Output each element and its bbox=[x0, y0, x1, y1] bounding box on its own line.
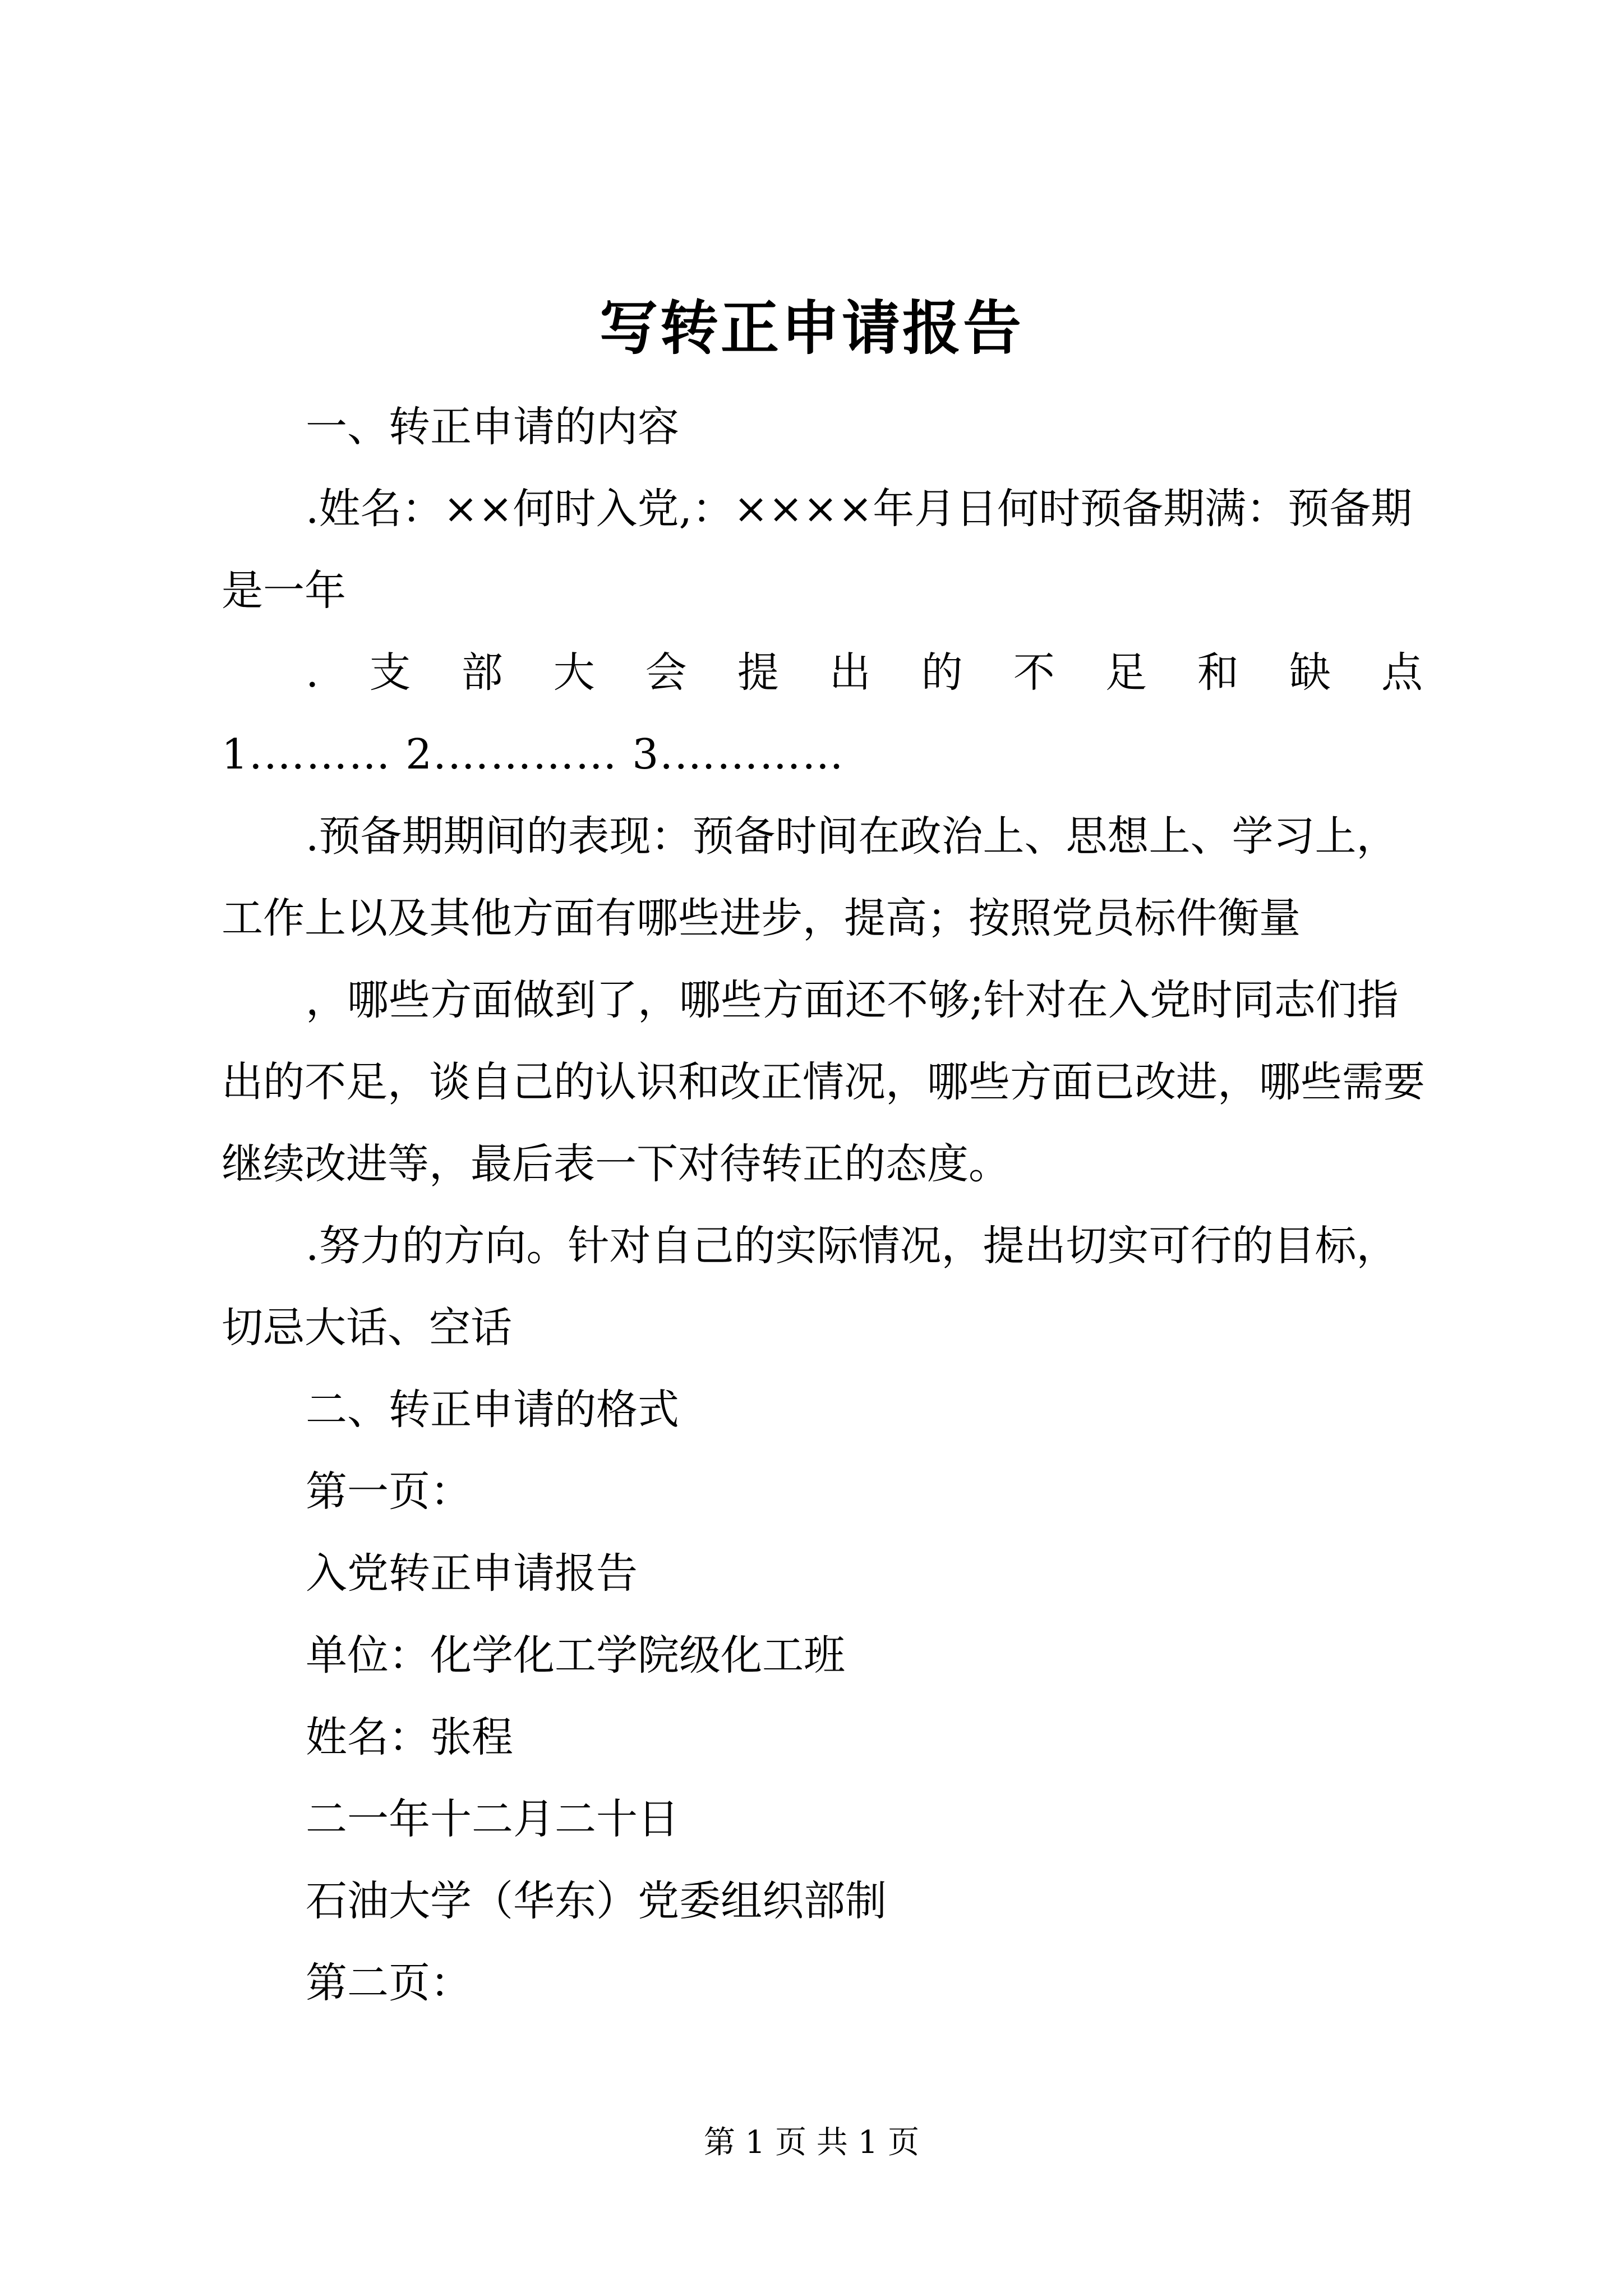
section-heading-content: 一、转正申请的内容 bbox=[306, 403, 679, 451]
document-body bbox=[222, 386, 1427, 2024]
section-heading-format: 二、转正申请的格式 bbox=[306, 1386, 679, 1434]
paragraph-branch-shortcomings: .支部大会提出的不足和缺点 bbox=[306, 648, 1427, 697]
line-page-one: 第一页： bbox=[306, 1467, 472, 1516]
line-date: 二一年十二月二十日 bbox=[306, 1795, 679, 1843]
paragraph-future-direction: .努力的方向。针对自己的实际情况，提出切实可行的目标，切忌大话、空话 bbox=[222, 1222, 1398, 1352]
line-organization: 石油大学（华东）党委组织部制 bbox=[306, 1877, 887, 1925]
line-unit: 单位：化学化工学院级化工班 bbox=[306, 1631, 845, 1680]
paragraph-numbered-placeholders: 1.……… 2.………… 3.………… bbox=[222, 730, 845, 779]
paragraph-name-and-dates: .姓名：××何时入党,：××××年月日何时预备期满：预备期是一年 bbox=[222, 485, 1413, 615]
line-report-title: 入党转正申请报告 bbox=[306, 1549, 638, 1598]
page-footer: 第 1 页 共 1 页 bbox=[703, 2124, 920, 2161]
document-title: 写转正申请报告 bbox=[599, 293, 1023, 362]
line-name: 姓名：张程 bbox=[306, 1713, 513, 1761]
paragraph-self-assessment: ，哪些方面做到了，哪些方面还不够;针对在入党时同志们指出的不足，谈自己的认识和改正情况，哪些方面已改进，哪些需要继续改进等，最后表一下对待转正的态度。 bbox=[222, 976, 1425, 1188]
line-page-two: 第二页： bbox=[306, 1959, 472, 2007]
paragraph-probation-performance: .预备期期间的表现：预备时间在政治上、思想上、学习上，工作上以及其他方面有哪些进步，提高；按照党员标件衡量 bbox=[222, 812, 1398, 942]
